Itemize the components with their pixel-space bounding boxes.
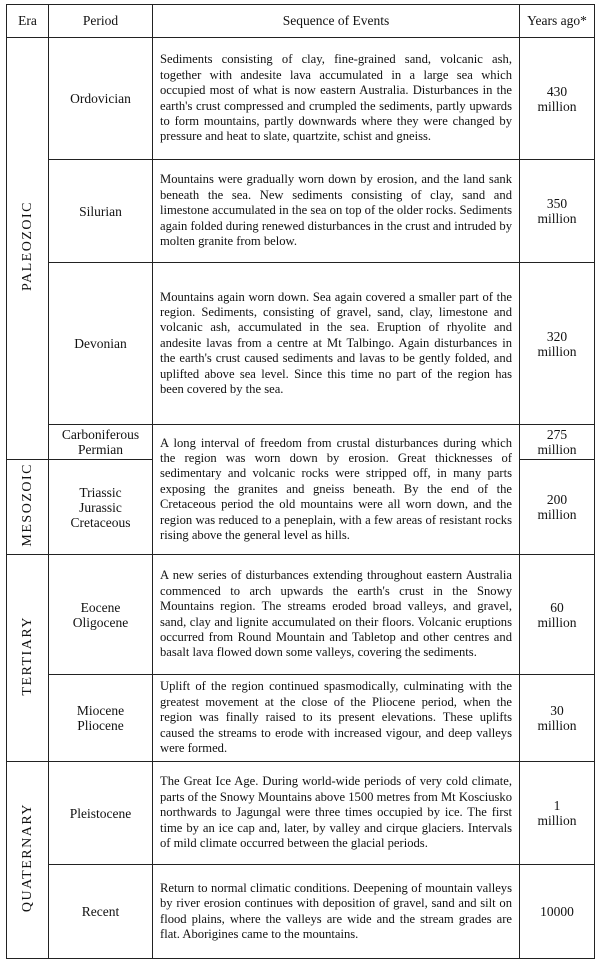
period-label: Eocene: [80, 599, 121, 615]
period-cell: [49, 762, 153, 865]
events-cell: Uplift of the region continued spasmodically, culminating with the greatest movement at the close of the Pliocene period, when the region was finally raised to its present elevations. These uplifts caused the streams to erode with increased vigour, and deep valleys were formed.: [153, 675, 520, 762]
period-cell: [49, 263, 153, 425]
period-cell: [49, 675, 153, 762]
years-value: 1: [553, 798, 561, 813]
period-label: Cretaceous: [70, 514, 131, 530]
years-cell: [520, 865, 595, 959]
header-row: [7, 5, 595, 38]
years-unit: million: [537, 98, 577, 114]
table-row: [7, 425, 595, 460]
era-cell: [7, 460, 49, 555]
period-cell: [49, 555, 153, 675]
header-period: Period: [49, 5, 153, 38]
years-cell: [520, 555, 595, 675]
years-value: 275: [546, 427, 568, 442]
years-unit: million: [537, 614, 577, 630]
header-era: Era: [7, 5, 49, 38]
era-cell: [7, 555, 49, 762]
years-cell: [520, 425, 595, 460]
period-label: Carboniferous: [61, 427, 140, 442]
era-label: MESOZOIC: [19, 462, 35, 547]
events-cell: Return to normal climatic conditions. Deepening of mountain valleys by river erosion continues with deposition of gravel, sand and silt on flood plains, where the valleys are wide and the stream grades are flat. Aborigines came to the mountains.: [153, 865, 520, 959]
era-cell: [7, 38, 49, 460]
period-label: Oligocene: [72, 614, 129, 630]
period-cell: [49, 865, 153, 959]
years-unit: million: [537, 343, 577, 359]
period-label: Devonian: [74, 336, 127, 351]
years-value: 200: [546, 492, 568, 507]
period-label: Recent: [81, 904, 120, 919]
years-value: 430: [546, 83, 568, 99]
period-label: Pleistocene: [69, 805, 132, 821]
period-cell: [49, 425, 153, 460]
header-events: Sequence of Events: [153, 5, 520, 38]
table-row: [7, 762, 595, 865]
years-value: 10000: [540, 904, 574, 919]
years-value: 60: [550, 599, 564, 615]
years-cell: [520, 38, 595, 160]
years-cell: [520, 762, 595, 865]
years-unit: million: [537, 507, 577, 522]
period-label: Jurassic: [79, 499, 122, 515]
years-unit: million: [537, 718, 577, 733]
period-cell: [49, 38, 153, 160]
period-label: Ordovician: [70, 91, 131, 106]
period-cell: [49, 160, 153, 263]
years-value: 30: [550, 703, 564, 718]
years-cell: [520, 160, 595, 263]
table-row: [7, 675, 595, 762]
table-row: [7, 555, 595, 675]
years-cell: [520, 263, 595, 425]
years-unit: million: [537, 813, 577, 828]
period-label: Miocene: [76, 703, 125, 718]
events-cell: Mountains again worn down. Sea again covered a smaller part of the region. Sediments, consisting of gravel, sand, clay, limestone and volcanic ash, accumulated in the sea. Eruption of rhyolite and andesite lavas from a centre at Mt Talbingo. Again disturbances in the earth's crust caused sediments and lavas to be gently folded, and uplifted above sea level. Since this time no part of the region has been covered by the sea.: [153, 263, 520, 425]
years-cell: [520, 675, 595, 762]
era-label: PALEOZOIC: [19, 201, 35, 291]
era-label: TERTIARY: [19, 615, 35, 696]
years-unit: million: [537, 211, 577, 226]
era-cell: [7, 762, 49, 959]
years-cell: [520, 460, 595, 555]
years-value: 350: [546, 196, 568, 211]
geologic-timeline-table: [6, 4, 595, 959]
table-row: [7, 160, 595, 263]
events-cell: The Great Ice Age. During world-wide periods of very cold climate, parts of the Snowy Mountains above 1500 metres from Mt Kosciusko northwards to Jagungal were three times occupied by ice. The first time by an ice cap and, later, by valley and cirque glaciers. Intervals of mild climate occurred between the glacial periods.: [153, 762, 520, 865]
period-label: Triassic: [79, 484, 122, 500]
period-label: Silurian: [79, 203, 122, 219]
table-row: [7, 38, 595, 160]
events-cell: A new series of disturbances extending throughout eastern Australia commenced to arch upwards the earth's crust in the Snowy Mountains region. The streams eroded broad valleys, and gravel, sand, clay and lignite accumulated on their floors. Volcanic eruptions occurred from Round Mountain and Tabletop and other centres and basalt lava flowed down some valleys, covering the sediments.: [153, 555, 520, 675]
events-cell: Mountains were gradually worn down by erosion, and the land sank beneath the sea. New sediments consisting of clay, sand and limestone accumulated in the sea on top of the older rocks. Sediments again folded during renewed disturbances in the crust and intruded by molten granite from below.: [153, 160, 520, 263]
table-row: [7, 865, 595, 959]
period-label: Pliocene: [77, 718, 124, 733]
years-value: 320: [546, 328, 568, 344]
table-row: [7, 263, 595, 425]
events-cell: A long interval of freedom from crustal disturbances during which the region was worn down by erosion. Great thicknesses of sedimentary and volcanic rocks were stripped off, in many parts exposing the granites and gneiss beneath. By the end of the Cretaceous period the old mountains were all worn down, and the region was reduced to a peneplain, with a few areas of resistant rocks rising above the general level as hills.: [153, 425, 520, 555]
period-label: Permian: [78, 442, 123, 457]
period-cell: [49, 460, 153, 555]
events-cell: Sediments consisting of clay, fine-grained sand, volcanic ash, together with andesite lava accumulated in a large sea which occupied most of what is now eastern Australia. Disturbances in the earth's crust compressed and crumpled the sediments, partly upwards to form mountains, partly downwards where they were changed by pressure and heat to slate, quartzite, schist and gneiss.: [153, 38, 520, 160]
years-unit: million: [537, 442, 577, 457]
era-label: QUATERNARY: [19, 802, 35, 913]
header-years: Years ago*: [520, 5, 595, 38]
